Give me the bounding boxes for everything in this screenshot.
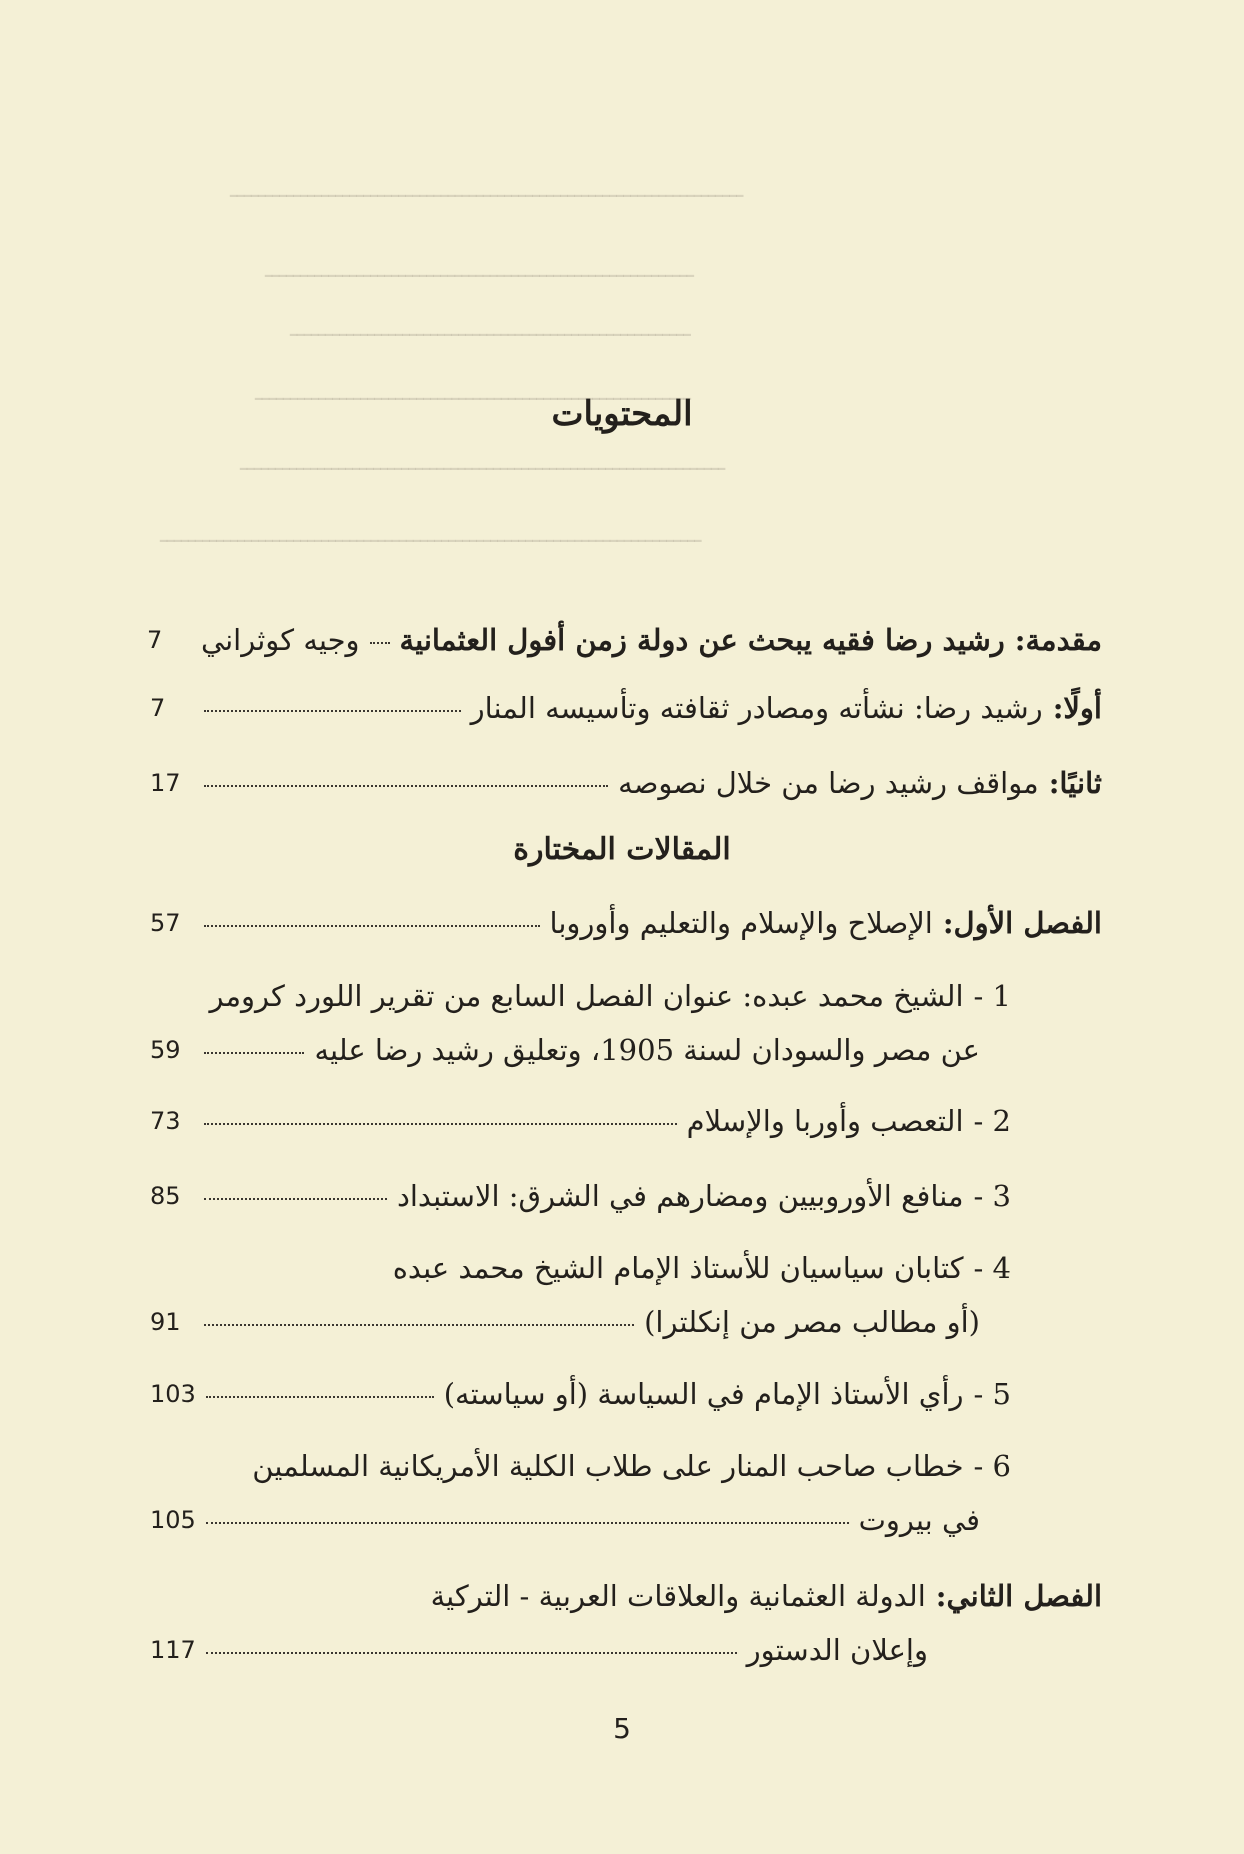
page-number-link[interactable]: 103	[150, 1380, 196, 1408]
entry-prefix: مقدمة:	[1014, 623, 1102, 657]
page-number-link[interactable]: 105	[150, 1506, 196, 1535]
bleed-through-text: ـــــــــــــــــــــــــــــــــــــــــــــــــــــــــــــ	[265, 255, 694, 283]
item-title: منافع الأوروبيين ومضارهم في الشرق: الاستبداد	[396, 1179, 964, 1213]
item-title: التعصب وأوربا والإسلام	[686, 1104, 964, 1138]
dotted-leader	[204, 1198, 387, 1200]
dotted-leader	[204, 1123, 677, 1125]
dotted-leader	[206, 1396, 434, 1398]
bleed-through-text: ـــــــــــــــــــــــــــــــــــــــــــــــــــــــــ	[290, 314, 691, 342]
toc-entry-line	[150, 690, 1102, 726]
page-number-link[interactable]: 59	[150, 1036, 181, 1065]
toc-entry-chapter-1[interactable]	[150, 905, 1102, 941]
toc-entry-line	[150, 1632, 1102, 1668]
toc-item-line	[150, 1103, 1011, 1139]
page-number-link[interactable]: 7	[146, 626, 163, 654]
page-number-link[interactable]: 73	[150, 1107, 181, 1135]
footer-page-number: 5	[613, 1712, 631, 1745]
toc-item-4[interactable]	[150, 1250, 1011, 1341]
entry-prefix: ثانيًا:	[1048, 766, 1102, 800]
chapter-title-continuation: وإعلان الدستور	[746, 1633, 928, 1668]
item-number: 3 -	[973, 1179, 1011, 1213]
entry-title: رشيد رضا: نشأته ومصادر ثقافته وتأسيسه المنار	[470, 691, 1043, 725]
page-title: المحتويات	[551, 394, 693, 434]
item-title-continuation: في بيروت	[858, 1503, 980, 1538]
chapter-title: الإصلاح والإسلام والتعليم وأوروبا	[549, 906, 933, 940]
item-number: 4 -	[973, 1251, 1011, 1285]
chapter-title: الدولة العثمانية والعلاقات العربية - التركية	[430, 1579, 926, 1613]
page-number-link[interactable]: 7	[150, 694, 166, 722]
bleed-through-text: ـــــــــــــــــــــــــــــــــــــــــــــــــــــــــــــــــــــــــ	[230, 175, 744, 203]
dotted-leader	[204, 925, 540, 927]
toc-item-line	[150, 1448, 1011, 1484]
toc-item-line	[150, 1304, 1011, 1340]
dotted-leader	[370, 642, 390, 644]
item-title: خطاب صاحب المنار على طلاب الكلية الأمريكانية المسلمين	[252, 1449, 964, 1483]
selected-articles-heading: المقالات المختارة	[513, 832, 731, 867]
toc-item-5[interactable]	[150, 1376, 1011, 1412]
toc-item-2[interactable]	[150, 1103, 1011, 1139]
toc-entry-line	[150, 765, 1102, 801]
toc-item-6[interactable]	[150, 1448, 1011, 1539]
dotted-leader	[204, 1324, 634, 1326]
bleed-through-text: ــــــــــــــــــــــــــــــــــــــــــــــــــــــــــــــ	[255, 378, 691, 406]
page-number-link[interactable]: 117	[150, 1636, 196, 1665]
chapter-prefix: الفصل الثاني:	[935, 1579, 1102, 1613]
toc-item-line	[150, 1178, 1011, 1214]
toc-entry-line	[150, 905, 1102, 941]
entry-prefix: أولًا:	[1052, 691, 1102, 725]
item-number: 1 -	[973, 979, 1011, 1013]
toc-item-line	[150, 1032, 1011, 1068]
toc-item-1[interactable]	[150, 978, 1011, 1069]
item-title-continuation: (أو مطالب مصر من إنكلترا)	[644, 1305, 980, 1340]
bleed-through-text: ـــــــــــــــــــــــــــــــــــــــــــــــــــــــــــــــــــــــــــــ	[160, 520, 702, 548]
chapter-prefix: الفصل الأول:	[942, 906, 1102, 940]
toc-item-line	[150, 1250, 1011, 1286]
item-title: الشيخ محمد عبده: عنوان الفصل السابع من تقرير اللورد كرومر	[209, 979, 964, 1013]
toc-entry-first[interactable]	[150, 690, 1102, 726]
item-title: رأي الأستاذ الإمام في السياسة (أو سياسته)	[443, 1377, 964, 1411]
item-number: 2 -	[973, 1104, 1011, 1138]
item-number: 6 -	[973, 1449, 1011, 1483]
item-number: 5 -	[973, 1377, 1011, 1411]
toc-item-line	[150, 978, 1011, 1014]
entry-title: مواقف رشيد رضا من خلال نصوصه	[618, 766, 1039, 800]
page-number-link[interactable]: 57	[150, 909, 181, 937]
toc-item-line	[150, 1502, 1011, 1538]
dotted-leader	[206, 1522, 849, 1524]
toc-item-3[interactable]	[150, 1178, 1011, 1214]
entry-author: وجيه كوثراني	[200, 623, 360, 657]
item-title: كتابان سياسيان للأستاذ الإمام الشيخ محمد عبده	[392, 1251, 964, 1285]
toc-entry-line	[146, 622, 1102, 658]
page-number-link[interactable]: 85	[150, 1182, 181, 1210]
dotted-leader	[206, 1652, 737, 1654]
toc-entry-second[interactable]	[150, 765, 1102, 801]
dotted-leader	[204, 785, 608, 787]
page-number-link[interactable]: 17	[150, 769, 181, 797]
toc-item-line	[150, 1376, 1011, 1412]
bleed-through-text: ـــــــــــــــــــــــــــــــــــــــــــــــــــــــــــــــــــــ	[240, 448, 726, 476]
entry-title: رشيد رضا فقيه يبحث عن دولة زمن أفول العثمانية	[399, 623, 1005, 657]
toc-entry-introduction[interactable]	[146, 622, 1102, 658]
item-title-continuation: عن مصر والسودان لسنة 1905، وتعليق رشيد رضا عليه	[314, 1033, 980, 1068]
toc-entry-chapter-2[interactable]	[150, 1578, 1102, 1669]
page-number-link[interactable]: 91	[150, 1308, 181, 1337]
toc-entry-line	[150, 1578, 1102, 1614]
dotted-leader	[204, 710, 461, 712]
dotted-leader	[204, 1052, 304, 1054]
